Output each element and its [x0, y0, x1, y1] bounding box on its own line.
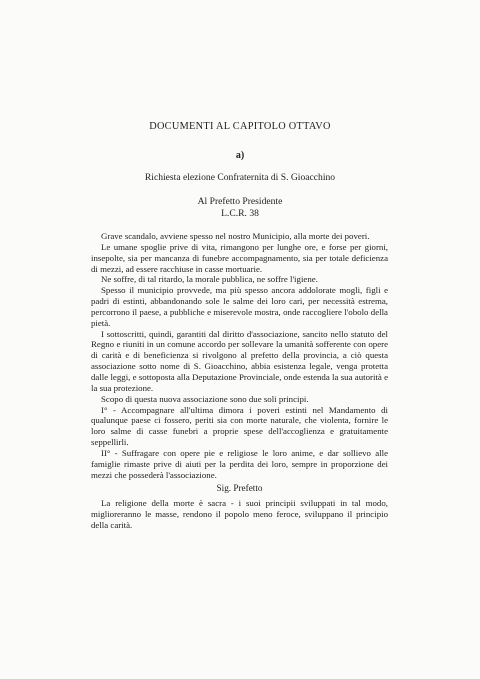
body-paragraph: I sottoscritti, quindi, garantiti dal diritto d'associazione, sancito nello statuto del Regno e riuniti in un comune accordo per sollevare la umanità sofferente con opere di carità e di beneficienza si rivolgono al prefetto della provincia, a ciò questa associazione sotto nome di S. Gioacchino, abbia esistenza legale, venga protetta dalle leggi, e sottoposta alla Deputazione Provinciale, onde estenda la sua autorità e la sua protezione.	[91, 328, 388, 393]
body-paragraph: Grave scandalo, avviene spesso nel nostro Municipio, alla morte dei poveri.	[101, 231, 370, 241]
body-paragraph: I° - Accompagnare all'ultima dimora i poveri estinti nel Mandamento di qualunque paese ci fossero, periti sia con morte naturale, che violenta, fornire le loro salme di casse funebri a proprie spese dell'accoglienza e gratuitamente seppellirli.	[91, 404, 388, 448]
section-label: a)	[235, 150, 245, 161]
addressee-reference: L.C.R. 38	[221, 208, 259, 219]
addressee-block	[0, 196, 480, 220]
addressee-line: Al Prefetto Presidente	[197, 196, 283, 207]
body-paragraph: Scopo di questa nuova associazione sono due soli principi.	[101, 393, 309, 404]
document-body	[91, 231, 388, 531]
closing-paragraph: La religione della morte è sacra - i suoi principii sviluppati in tal modo, miglioreranno le masse, rendono il popolo meno feroce, sviluppano il principio della carità.	[91, 498, 388, 530]
body-paragraph: Ne soffre, di tal ritardo, la morale pubblica, ne soffre l'igiene.	[101, 274, 318, 285]
document-subtitle: Richiesta elezione Confraternita di S. Gioacchino	[144, 172, 336, 183]
salutation: Sig. Prefetto	[216, 483, 263, 494]
body-paragraph: II° - Suffragare con opere pie e religiose le loro anime, e dar sollievo alle famiglie rimaste prive di aiuti per la perdita dei loro, sempre in proporzione dei mezzi che possederà l'associazione.	[91, 447, 388, 480]
chapter-heading: DOCUMENTI AL CAPITOLO OTTAVO	[149, 121, 331, 132]
body-paragraph: Spesso il municipio provvede, ma più spesso ancora addolorate mogli, figli e padri di estinti, abbandonando sole le salme dei loro cari, per necessità estrema, percorrono il paese, a pubbliche e miserevole mostra, onde raccogliere l'obolo della pietà.	[91, 285, 388, 328]
body-paragraph: Le umane spoglie prive di vita, rimangono per lunghe ore, e forse per giorni, insepolte, sia per mancanza di funebre accompagnamento, sia per totale deficienza di mezzi, ad essere racchiuse in casse mortuarie.	[91, 241, 388, 274]
